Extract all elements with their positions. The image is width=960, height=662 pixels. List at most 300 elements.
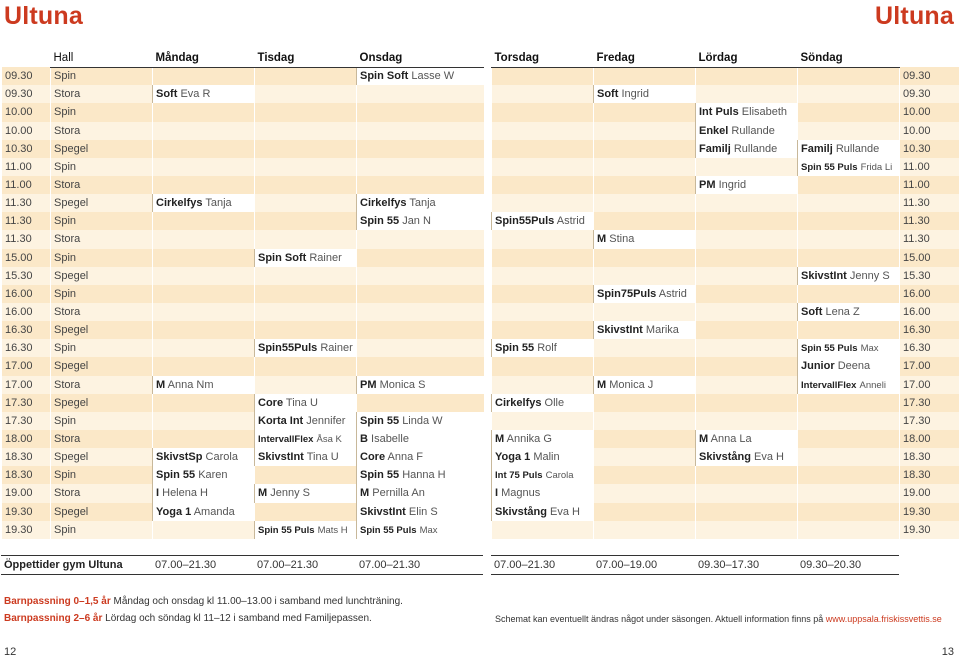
class-name: IntervallFlex bbox=[258, 434, 314, 446]
class-cell-tuesday bbox=[255, 230, 357, 248]
class-name: Spin 55 Puls bbox=[360, 524, 417, 536]
class-cell-monday bbox=[153, 158, 255, 176]
class-cell-saturday bbox=[696, 466, 798, 484]
class-name: M bbox=[699, 433, 709, 446]
header-day-thursday: Torsdag bbox=[492, 49, 594, 67]
row-separator bbox=[484, 321, 492, 339]
class-cell-monday bbox=[153, 521, 255, 539]
class-cell-sunday bbox=[798, 321, 900, 339]
row-hall: Spin bbox=[51, 212, 153, 230]
class-slot-thursday[interactable] bbox=[492, 394, 594, 412]
childcare-children-title: Barnpassning 2–6 år bbox=[4, 613, 103, 624]
row-separator bbox=[484, 303, 492, 321]
class-slot-saturday[interactable] bbox=[696, 122, 798, 140]
opening-hours-wednesday: 07.00–21.30 bbox=[356, 556, 483, 575]
class-name: SkivstInt bbox=[597, 324, 643, 337]
class-cell-monday bbox=[153, 430, 255, 448]
class-name: SkivstInt bbox=[801, 269, 847, 282]
class-slot-monday[interactable] bbox=[153, 194, 255, 212]
row-separator bbox=[484, 85, 492, 103]
class-name: Cirkelfys bbox=[360, 197, 407, 210]
instructor-name: Magnus bbox=[501, 487, 541, 500]
class-cell-friday bbox=[594, 267, 696, 285]
class-slot-tuesday[interactable] bbox=[255, 521, 357, 539]
class-name: Skivstång bbox=[495, 505, 547, 518]
class-cell-tuesday bbox=[255, 158, 357, 176]
instructor-name: Anna Nm bbox=[167, 378, 214, 391]
row-time-right: 19.00 bbox=[900, 484, 959, 502]
row-hall: Spin bbox=[51, 339, 153, 357]
class-cell-saturday bbox=[696, 339, 798, 357]
schedule-row bbox=[2, 484, 959, 502]
class-cell-friday bbox=[594, 339, 696, 357]
class-slot-sunday[interactable] bbox=[798, 267, 900, 285]
class-cell-tuesday bbox=[255, 103, 357, 121]
class-slot-tuesday[interactable] bbox=[255, 484, 357, 502]
schedule-row bbox=[2, 357, 959, 375]
instructor-name: Astrid bbox=[556, 215, 585, 228]
class-slot-wednesday[interactable] bbox=[357, 430, 484, 448]
class-slot-saturday[interactable] bbox=[696, 140, 798, 158]
class-cell-sunday bbox=[798, 103, 900, 121]
class-cell-friday bbox=[594, 521, 696, 539]
instructor-name: Linda W bbox=[402, 414, 443, 427]
class-cell-tuesday bbox=[255, 122, 357, 140]
class-slot-wednesday[interactable] bbox=[357, 484, 484, 502]
class-cell-friday bbox=[594, 394, 696, 412]
class-cell-monday bbox=[153, 321, 255, 339]
class-slot-sunday[interactable] bbox=[798, 140, 900, 158]
class-slot-saturday[interactable] bbox=[696, 103, 798, 121]
class-slot-thursday[interactable] bbox=[492, 466, 594, 484]
class-cell-monday bbox=[153, 267, 255, 285]
class-slot-thursday[interactable] bbox=[492, 430, 594, 448]
row-time-right: 18.30 bbox=[900, 466, 959, 484]
class-cell-thursday bbox=[492, 412, 594, 430]
class-cell-friday bbox=[594, 466, 696, 484]
class-cell-sunday bbox=[798, 430, 900, 448]
class-cell-saturday bbox=[696, 194, 798, 212]
class-cell-sunday bbox=[798, 484, 900, 502]
class-slot-thursday[interactable] bbox=[492, 212, 594, 230]
row-separator bbox=[484, 230, 492, 248]
schedule-row bbox=[2, 503, 959, 521]
row-time-right: 10.00 bbox=[900, 103, 959, 121]
class-cell-tuesday bbox=[255, 466, 357, 484]
instructor-name: Helena H bbox=[162, 487, 208, 500]
class-cell-monday bbox=[153, 249, 255, 267]
header-day-saturday: Lördag bbox=[696, 49, 798, 67]
class-cell-friday bbox=[594, 503, 696, 521]
class-cell-wednesday bbox=[357, 357, 484, 375]
page-number-left: 12 bbox=[4, 646, 17, 658]
row-time: 17.00 bbox=[2, 357, 51, 375]
class-name: M bbox=[495, 433, 505, 446]
website-link[interactable]: www.uppsala.friskissvettis.se bbox=[825, 614, 942, 624]
class-cell-wednesday bbox=[357, 176, 484, 194]
row-separator bbox=[484, 67, 492, 85]
class-cell-saturday bbox=[696, 484, 798, 502]
row-time: 11.30 bbox=[2, 230, 51, 248]
class-cell-friday bbox=[594, 212, 696, 230]
class-cell-monday bbox=[153, 412, 255, 430]
schedule-row bbox=[2, 285, 959, 303]
class-cell-friday bbox=[594, 303, 696, 321]
class-slot-wednesday[interactable] bbox=[357, 521, 484, 539]
class-slot-monday[interactable] bbox=[153, 484, 255, 502]
instructor-name: Karen bbox=[198, 469, 228, 482]
instructor-name: Pernilla An bbox=[372, 487, 425, 500]
class-cell-sunday bbox=[798, 394, 900, 412]
instructor-name: Jenny S bbox=[270, 487, 310, 500]
class-slot-sunday[interactable] bbox=[798, 303, 900, 321]
class-cell-saturday bbox=[696, 394, 798, 412]
class-cell-tuesday bbox=[255, 357, 357, 375]
class-slot-monday[interactable] bbox=[153, 448, 255, 466]
class-cell-friday bbox=[594, 67, 696, 85]
class-cell-friday bbox=[594, 448, 696, 466]
class-slot-friday[interactable] bbox=[594, 285, 696, 303]
opening-hours-label: Öppettider gym Ultuna bbox=[1, 556, 152, 575]
class-cell-sunday bbox=[798, 85, 900, 103]
class-cell-tuesday bbox=[255, 67, 357, 85]
row-hall: Stora bbox=[51, 85, 153, 103]
class-slot-friday[interactable] bbox=[594, 376, 696, 394]
instructor-name: Max bbox=[419, 524, 438, 536]
class-cell-thursday bbox=[492, 285, 594, 303]
class-cell-saturday bbox=[696, 412, 798, 430]
instructor-name: Jennifer bbox=[306, 414, 346, 427]
schedule-row bbox=[2, 249, 959, 267]
row-separator bbox=[484, 122, 492, 140]
class-cell-sunday bbox=[798, 448, 900, 466]
class-name: Spin 55 bbox=[360, 469, 400, 482]
instructor-name: Anneli bbox=[859, 379, 886, 391]
header-day-tuesday: Tisdag bbox=[255, 49, 357, 67]
class-name: Core bbox=[258, 396, 284, 409]
class-cell-sunday bbox=[798, 176, 900, 194]
row-time: 17.30 bbox=[2, 412, 51, 430]
class-slot-wednesday[interactable] bbox=[357, 466, 484, 484]
class-slot-friday[interactable] bbox=[594, 85, 696, 103]
class-slot-wednesday[interactable] bbox=[357, 212, 484, 230]
opening-hours-end bbox=[899, 556, 958, 575]
row-time: 09.30 bbox=[2, 67, 51, 85]
class-cell-monday bbox=[153, 67, 255, 85]
row-time: 15.30 bbox=[2, 267, 51, 285]
class-cell-tuesday bbox=[255, 303, 357, 321]
row-hall: Stora bbox=[51, 303, 153, 321]
class-slot-wednesday[interactable] bbox=[357, 503, 484, 521]
instructor-name: Amanda bbox=[193, 505, 235, 518]
instructor-name: Stina bbox=[609, 233, 635, 246]
class-cell-friday bbox=[594, 194, 696, 212]
class-slot-tuesday[interactable] bbox=[255, 249, 357, 267]
row-time-right: 17.30 bbox=[900, 394, 959, 412]
row-separator bbox=[484, 357, 492, 375]
class-slot-thursday[interactable] bbox=[492, 503, 594, 521]
class-name: Cirkelfys bbox=[156, 197, 203, 210]
row-separator bbox=[484, 285, 492, 303]
instructor-name: Hanna H bbox=[402, 469, 446, 482]
instructor-name: Anna F bbox=[387, 451, 423, 464]
class-slot-monday[interactable] bbox=[153, 85, 255, 103]
class-name: Yoga 1 bbox=[156, 505, 192, 518]
class-name: M bbox=[597, 233, 607, 246]
class-cell-friday bbox=[594, 484, 696, 502]
class-cell-saturday bbox=[696, 212, 798, 230]
class-cell-sunday bbox=[798, 412, 900, 430]
instructor-name: Rullande bbox=[835, 142, 880, 155]
class-name: Yoga 1 bbox=[495, 451, 531, 464]
class-name: Soft bbox=[156, 88, 178, 101]
row-time: 15.00 bbox=[2, 249, 51, 267]
class-slot-wednesday[interactable] bbox=[357, 194, 484, 212]
class-cell-thursday bbox=[492, 230, 594, 248]
schedule-row bbox=[2, 466, 959, 484]
row-hall: Spin bbox=[51, 285, 153, 303]
row-time: 18.00 bbox=[2, 430, 51, 448]
instructor-name: Isabelle bbox=[371, 433, 409, 446]
class-cell-saturday bbox=[696, 267, 798, 285]
class-name: Spin 55 bbox=[360, 215, 400, 228]
class-name: Spin 55 Puls bbox=[258, 524, 315, 536]
row-hall: Spegel bbox=[51, 394, 153, 412]
class-cell-monday bbox=[153, 339, 255, 357]
instructor-name: Monica S bbox=[379, 378, 426, 391]
schedule-row bbox=[2, 140, 959, 158]
row-hall: Stora bbox=[51, 122, 153, 140]
instructor-name: Astrid bbox=[658, 287, 687, 300]
class-name: Spin75Puls bbox=[597, 287, 657, 300]
row-time: 18.30 bbox=[2, 466, 51, 484]
class-cell-wednesday bbox=[357, 267, 484, 285]
class-cell-wednesday bbox=[357, 140, 484, 158]
class-cell-wednesday bbox=[357, 285, 484, 303]
row-hall: Spin bbox=[51, 103, 153, 121]
schedule-row bbox=[2, 339, 959, 357]
class-name: Skivstång bbox=[699, 451, 751, 464]
class-slot-tuesday[interactable] bbox=[255, 412, 357, 430]
class-cell-thursday bbox=[492, 267, 594, 285]
class-cell-thursday bbox=[492, 303, 594, 321]
class-cell-saturday bbox=[696, 85, 798, 103]
row-time: 16.30 bbox=[2, 339, 51, 357]
class-name: Enkel bbox=[699, 124, 729, 137]
class-slot-wednesday[interactable] bbox=[357, 448, 484, 466]
childcare-note-children bbox=[4, 613, 372, 624]
class-name: SkivstSp bbox=[156, 451, 203, 464]
class-cell-tuesday bbox=[255, 212, 357, 230]
class-slot-monday[interactable] bbox=[153, 466, 255, 484]
schedule-row bbox=[2, 394, 959, 412]
row-separator bbox=[484, 249, 492, 267]
class-cell-sunday bbox=[798, 212, 900, 230]
class-name: Int Puls bbox=[699, 106, 739, 119]
instructor-name: Rainer bbox=[320, 342, 353, 355]
class-slot-tuesday[interactable] bbox=[255, 448, 357, 466]
class-slot-sunday[interactable] bbox=[798, 357, 900, 375]
class-name: I bbox=[495, 487, 499, 500]
class-cell-friday bbox=[594, 176, 696, 194]
instructor-name: Olle bbox=[544, 396, 565, 409]
instructor-name: Jenny S bbox=[849, 269, 890, 282]
class-cell-friday bbox=[594, 357, 696, 375]
class-cell-sunday bbox=[798, 194, 900, 212]
class-cell-saturday bbox=[696, 376, 798, 394]
class-slot-saturday[interactable] bbox=[696, 448, 798, 466]
class-slot-thursday[interactable] bbox=[492, 339, 594, 357]
header-hall: Hall bbox=[51, 49, 153, 67]
class-cell-saturday bbox=[696, 521, 798, 539]
schedule-row bbox=[2, 412, 959, 430]
class-name: I bbox=[156, 487, 160, 500]
instructor-name: Jan N bbox=[402, 215, 431, 228]
row-separator bbox=[484, 430, 492, 448]
class-name: Familj bbox=[699, 142, 731, 155]
schedule-row bbox=[2, 430, 959, 448]
row-hall: Stora bbox=[51, 484, 153, 502]
row-separator bbox=[484, 412, 492, 430]
row-time: 10.30 bbox=[2, 140, 51, 158]
class-slot-saturday[interactable] bbox=[696, 430, 798, 448]
row-hall: Spegel bbox=[51, 194, 153, 212]
class-slot-wednesday[interactable] bbox=[357, 376, 484, 394]
class-slot-friday[interactable] bbox=[594, 321, 696, 339]
class-slot-tuesday[interactable] bbox=[255, 339, 357, 357]
class-cell-tuesday bbox=[255, 267, 357, 285]
disclaimer-note bbox=[495, 614, 942, 624]
header-time bbox=[2, 49, 51, 67]
instructor-name: Malin bbox=[533, 451, 560, 464]
class-cell-wednesday bbox=[357, 303, 484, 321]
class-cell-friday bbox=[594, 412, 696, 430]
row-hall: Spegel bbox=[51, 503, 153, 521]
row-time: 16.30 bbox=[2, 321, 51, 339]
class-cell-monday bbox=[153, 394, 255, 412]
row-time: 19.30 bbox=[2, 521, 51, 539]
instructor-name: Tanja bbox=[409, 197, 436, 210]
row-hall: Spegel bbox=[51, 448, 153, 466]
row-time-right: 09.30 bbox=[900, 85, 959, 103]
class-name: Core bbox=[360, 451, 386, 464]
schedule-row bbox=[2, 212, 959, 230]
class-slot-wednesday[interactable] bbox=[357, 412, 484, 430]
class-cell-saturday bbox=[696, 503, 798, 521]
row-time-right: 15.30 bbox=[900, 267, 959, 285]
row-time: 10.00 bbox=[2, 103, 51, 121]
class-slot-saturday[interactable] bbox=[696, 176, 798, 194]
class-name: PM bbox=[360, 378, 377, 391]
class-cell-wednesday bbox=[357, 321, 484, 339]
class-cell-saturday bbox=[696, 285, 798, 303]
header-day-sunday: Söndag bbox=[798, 49, 900, 67]
class-slot-monday[interactable] bbox=[153, 503, 255, 521]
class-slot-sunday[interactable] bbox=[798, 158, 900, 176]
class-slot-thursday[interactable] bbox=[492, 448, 594, 466]
class-slot-friday[interactable] bbox=[594, 230, 696, 248]
class-slot-tuesday[interactable] bbox=[255, 430, 357, 448]
class-name: Soft bbox=[597, 88, 619, 101]
class-name: Cirkelfys bbox=[495, 396, 542, 409]
class-name: Spin 55 bbox=[495, 342, 535, 355]
class-name: SkivstInt bbox=[258, 451, 304, 464]
class-name: Int 75 Puls bbox=[495, 470, 543, 482]
class-name: IntervallFlex bbox=[801, 379, 857, 391]
row-time-right: 09.30 bbox=[900, 67, 959, 85]
class-cell-friday bbox=[594, 122, 696, 140]
class-name: Spin55Puls bbox=[258, 342, 318, 355]
instructor-name: Lasse W bbox=[411, 70, 455, 83]
class-cell-sunday bbox=[798, 503, 900, 521]
opening-hours-row bbox=[1, 556, 958, 575]
page-number-right: 13 bbox=[941, 646, 954, 658]
row-time-right: 17.30 bbox=[900, 412, 959, 430]
schedule-row bbox=[2, 230, 959, 248]
class-cell-sunday bbox=[798, 67, 900, 85]
class-cell-thursday bbox=[492, 140, 594, 158]
schedule-row bbox=[2, 303, 959, 321]
opening-hours-thursday: 07.00–21.30 bbox=[491, 556, 593, 575]
class-cell-thursday bbox=[492, 376, 594, 394]
class-cell-wednesday bbox=[357, 394, 484, 412]
instructor-name: Åsa K bbox=[316, 434, 342, 446]
instructor-name: Frida Li bbox=[860, 161, 893, 173]
class-cell-tuesday bbox=[255, 285, 357, 303]
class-name: M bbox=[258, 487, 268, 500]
row-time-right: 11.00 bbox=[900, 176, 959, 194]
childcare-children-text: Lördag och söndag kl 11–12 i samband med Familjepassen. bbox=[105, 613, 372, 624]
row-time-right: 19.30 bbox=[900, 503, 959, 521]
class-cell-thursday bbox=[492, 176, 594, 194]
class-slot-thursday[interactable] bbox=[492, 484, 594, 502]
row-separator bbox=[484, 503, 492, 521]
page-title-left: Ultuna bbox=[4, 2, 83, 30]
row-time: 17.00 bbox=[2, 376, 51, 394]
row-separator bbox=[484, 194, 492, 212]
class-cell-saturday bbox=[696, 303, 798, 321]
row-hall: Spegel bbox=[51, 321, 153, 339]
class-cell-monday bbox=[153, 357, 255, 375]
header-separator bbox=[484, 49, 492, 67]
class-cell-saturday bbox=[696, 357, 798, 375]
class-cell-wednesday bbox=[357, 103, 484, 121]
class-slot-sunday[interactable] bbox=[798, 376, 900, 394]
class-slot-monday[interactable] bbox=[153, 376, 255, 394]
class-cell-thursday bbox=[492, 85, 594, 103]
header-day-wednesday: Onsdag bbox=[357, 49, 484, 67]
schedule-row bbox=[2, 67, 959, 85]
class-slot-wednesday[interactable] bbox=[357, 67, 484, 85]
instructor-name: Max bbox=[860, 343, 879, 355]
opening-hours-monday: 07.00–21.30 bbox=[152, 556, 254, 575]
class-slot-sunday[interactable] bbox=[798, 339, 900, 357]
row-hall: Stora bbox=[51, 376, 153, 394]
class-name: Spin 55 bbox=[360, 414, 400, 427]
instructor-name: Anna La bbox=[710, 433, 752, 446]
row-time: 11.30 bbox=[2, 212, 51, 230]
class-cell-wednesday bbox=[357, 158, 484, 176]
instructor-name: Eva R bbox=[180, 88, 211, 101]
page-title-right: Ultuna bbox=[875, 2, 954, 30]
instructor-name: Lena Z bbox=[825, 306, 860, 319]
class-cell-monday bbox=[153, 230, 255, 248]
class-slot-tuesday[interactable] bbox=[255, 394, 357, 412]
row-hall: Stora bbox=[51, 176, 153, 194]
class-cell-thursday bbox=[492, 194, 594, 212]
row-hall: Stora bbox=[51, 430, 153, 448]
class-name: Spin 55 bbox=[156, 469, 196, 482]
